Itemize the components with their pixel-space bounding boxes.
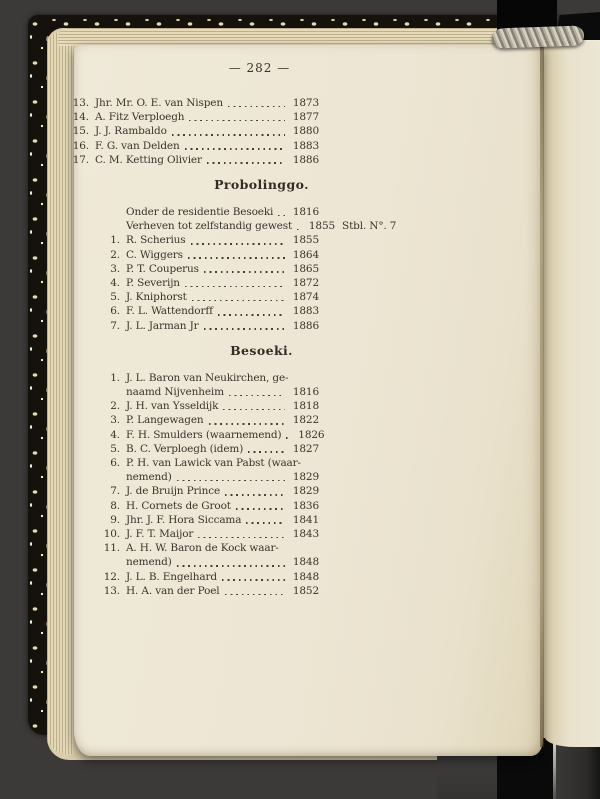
entry-name: Onder de residentie Besoeki <box>126 206 274 219</box>
list-entry <box>72 262 319 276</box>
entry-year: 1883 <box>292 139 319 152</box>
page-number: — 282 — <box>228 61 291 75</box>
dot-leader <box>246 522 285 524</box>
list-entry <box>72 110 319 124</box>
bottom-shadow-slab-right <box>556 740 600 799</box>
dot-leader <box>188 257 285 259</box>
entry-year: 1865 <box>292 262 319 275</box>
entry-number: 2. <box>110 248 120 261</box>
list-entry <box>72 555 319 569</box>
entry-name: F. G. van Delden <box>95 139 180 152</box>
entry-number: 5. <box>110 442 120 455</box>
dot-leader <box>172 134 285 136</box>
entry-year: 1818 <box>292 400 319 413</box>
entry-year: 1816 <box>292 386 319 399</box>
entry-year: 1827 <box>292 442 319 455</box>
entry-name: F. H. Smulders (waarnemend) <box>126 428 282 441</box>
list-entry <box>72 233 319 247</box>
dot-leader <box>177 565 285 567</box>
entry-name: Jhr. Mr. O. E. van Nispen <box>95 97 223 109</box>
page-edges-top <box>58 28 548 46</box>
entry-year: 1877 <box>292 111 319 124</box>
entry-name: H. Cornets de Groot <box>126 499 231 512</box>
entry-number: 1. <box>110 234 120 247</box>
entry-name: P. T. Couperus <box>126 262 199 275</box>
list-entry <box>72 248 319 262</box>
entry-year: 1864 <box>292 248 319 261</box>
entry-number: 15. <box>72 125 89 138</box>
entry-year: 1873 <box>292 97 319 109</box>
entry-name: F. L. Wattendorff <box>126 305 213 318</box>
entry-name: H. A. van der Poel <box>126 584 220 597</box>
list-entry <box>72 385 319 399</box>
entry-number: 5. <box>110 291 120 304</box>
entry-number: 16. <box>72 139 89 152</box>
facing-page-sliver <box>545 40 600 747</box>
entry-year: 1874 <box>292 291 319 304</box>
dot-leader <box>209 423 285 425</box>
entry-name: J. de Bruijn Prince <box>126 485 221 498</box>
list-entry <box>72 541 319 555</box>
list-entry <box>72 399 319 413</box>
entry-year: 1872 <box>292 277 319 290</box>
entry-number: 13. <box>72 97 89 109</box>
entry-number: 6. <box>110 457 120 470</box>
list-entry <box>72 276 319 290</box>
entry-year: 1816 <box>292 206 319 219</box>
dot-leader <box>185 286 285 288</box>
entry-number: 2. <box>110 400 120 413</box>
entry-number: 14. <box>72 111 89 124</box>
entry-name: naamd Nijvenheim <box>126 386 224 399</box>
dot-leader <box>177 480 285 482</box>
entry-year: 1848 <box>292 556 319 569</box>
list-entry <box>72 428 325 442</box>
page-edges-left <box>47 32 73 754</box>
section-heading: Besoeki. <box>230 342 293 358</box>
section-besoeki <box>72 342 325 598</box>
entry-name: C. Wiggers <box>126 248 183 261</box>
entry-name: J. F. T. Maijor <box>126 528 194 541</box>
entry-year: 1829 <box>292 471 319 484</box>
stbl-note: Stbl. N°. 7 <box>342 220 397 233</box>
list-entry <box>72 413 319 427</box>
list-entry <box>72 139 319 153</box>
dot-leader <box>286 437 290 439</box>
dot-leader <box>222 579 285 581</box>
list-entry <box>72 570 319 584</box>
entry-number: 3. <box>110 262 120 275</box>
entry-name: P. H. van Lawick van Pabst (waar- <box>126 457 301 470</box>
entry-name: A. Fitz Verploegh <box>95 111 185 124</box>
entry-name: J. L. B. Engelhard <box>126 570 217 583</box>
list-entry <box>72 96 319 110</box>
dot-leader <box>225 494 285 496</box>
entry-name: A. H. W. Baron de Kock waar- <box>126 542 279 555</box>
entry-year: 1841 <box>292 513 319 526</box>
entry-name: J. L. Baron van Neukirchen, ge- <box>126 371 289 384</box>
dot-leader <box>204 328 285 330</box>
dot-leader <box>192 300 285 302</box>
list-entry <box>72 290 319 304</box>
dot-leader <box>223 409 285 411</box>
entry-year: 1880 <box>292 125 319 138</box>
entry-name: J. H. van Ysseldijk <box>126 400 219 413</box>
entry-year: 1848 <box>292 570 319 583</box>
entry-name: J. Kniphorst <box>126 291 187 304</box>
dot-leader <box>189 120 285 122</box>
entry-number: 4. <box>110 277 120 290</box>
entry-number: 4. <box>110 428 120 441</box>
list-entry <box>72 527 319 541</box>
text-block <box>72 96 397 598</box>
list-entry <box>72 513 319 527</box>
section-heading: Probolinggo. <box>214 177 309 193</box>
dot-leader <box>185 148 285 150</box>
entry-name: B. C. Verploegh (idem) <box>126 442 244 455</box>
list-entry <box>72 456 319 470</box>
entry-number: 13. <box>103 584 120 597</box>
dot-leader <box>248 451 285 453</box>
entry-number: 11. <box>103 542 120 555</box>
printed-content <box>72 61 397 598</box>
list-entry <box>72 304 319 318</box>
entry-name: J. L. Jarman Jr <box>126 319 199 332</box>
entry-year: 1843 <box>292 528 319 541</box>
entry-name: nemend) <box>126 556 172 569</box>
entry-year: 1829 <box>292 485 319 498</box>
entry-number: 9. <box>110 513 120 526</box>
entry-number: 7. <box>110 319 120 332</box>
gutter-crease <box>540 45 544 747</box>
list-entry <box>72 153 319 167</box>
dot-leader <box>191 243 285 245</box>
entry-name: C. M. Ketting Olivier <box>95 153 202 166</box>
entry-year: 1836 <box>292 499 319 512</box>
entry-year: 1826 <box>298 428 325 441</box>
entry-year: 1855 <box>308 220 336 233</box>
section-list-continuation <box>72 96 319 167</box>
dot-leader <box>207 162 285 164</box>
spine-headband <box>492 25 585 48</box>
list-entry <box>72 442 319 456</box>
dot-leader <box>225 594 285 596</box>
list-entry <box>72 124 319 138</box>
list-entry <box>72 205 319 219</box>
entry-year: 1852 <box>292 584 319 597</box>
entry-name: J. J. Rambaldo <box>95 125 167 138</box>
dot-leader <box>198 537 285 539</box>
entry-year: 1855 <box>292 234 319 247</box>
entry-year: 1886 <box>292 319 319 332</box>
entry-number: 17. <box>72 153 89 166</box>
list-entry <box>72 584 319 598</box>
dot-leader <box>297 229 301 231</box>
section-probolinggo <box>72 177 397 333</box>
entry-name: R. Scherius <box>126 234 186 247</box>
list-entry <box>72 219 397 233</box>
entry-year: 1883 <box>292 305 319 318</box>
entry-year: 1886 <box>292 153 319 166</box>
list-entry <box>72 319 319 333</box>
entry-name: P. Severijn <box>126 277 180 290</box>
entry-name: Verheven tot zelfstandig gewest <box>126 220 293 233</box>
list-entry <box>72 371 319 385</box>
entry-number: 7. <box>110 485 120 498</box>
dot-leader <box>229 395 285 397</box>
dot-leader <box>218 314 285 316</box>
entry-number: 6. <box>110 305 120 318</box>
dot-leader <box>204 271 285 273</box>
list-entry <box>72 470 319 484</box>
entry-number: 1. <box>110 371 120 384</box>
list-entry <box>72 499 319 513</box>
entry-name: P. Langewagen <box>126 414 204 427</box>
entry-name: nemend) <box>126 471 172 484</box>
entry-number: 8. <box>110 499 120 512</box>
dot-leader <box>278 215 285 217</box>
entry-number: 12. <box>103 570 120 583</box>
entry-number: 10. <box>103 528 120 541</box>
dot-leader <box>228 106 285 108</box>
entry-number: 3. <box>110 414 120 427</box>
entry-year: 1822 <box>292 414 319 427</box>
entry-name: Jhr. J. F. Hora Siccama <box>126 513 242 526</box>
list-entry <box>72 484 319 498</box>
dot-leader <box>236 508 285 510</box>
